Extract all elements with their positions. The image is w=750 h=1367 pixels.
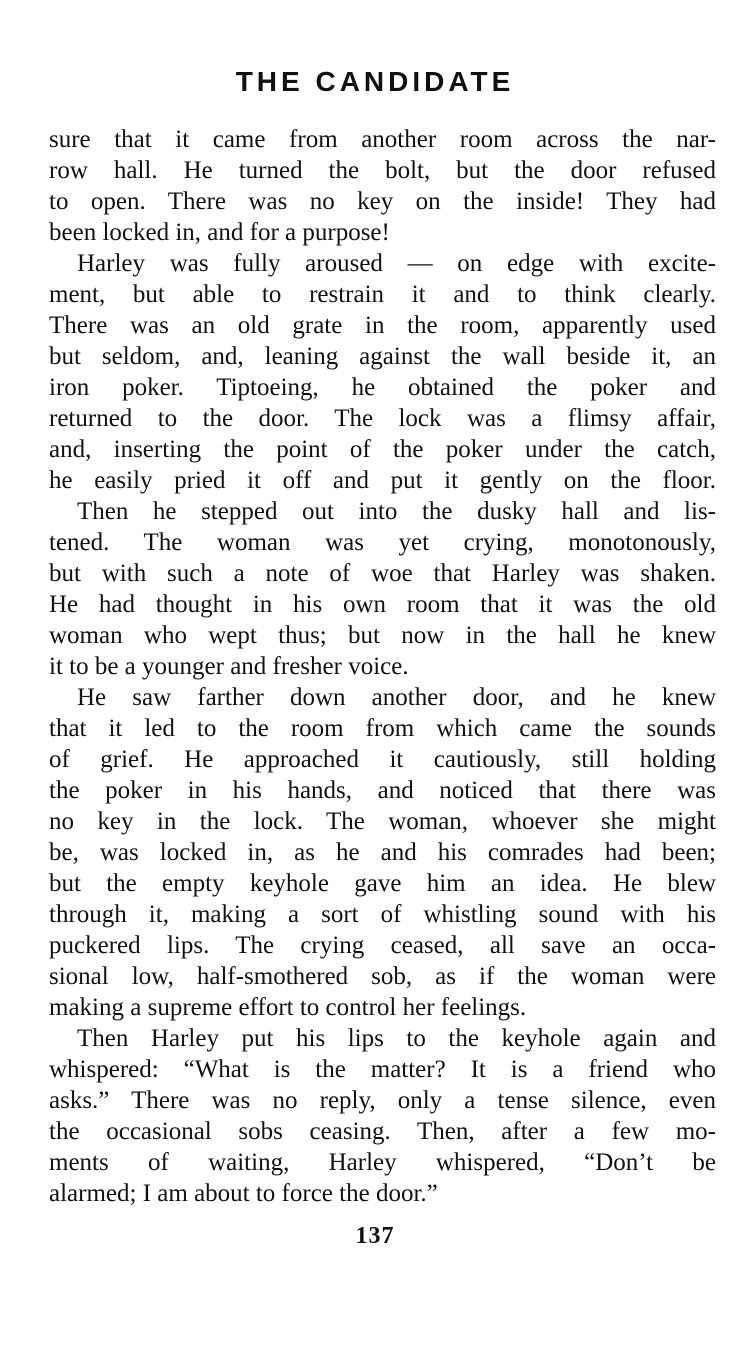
running-head: THE CANDIDATE <box>235 66 515 97</box>
text-line: ment, but able to restrain it and to think clearly. <box>49 281 716 308</box>
text-line: through it, making a sort of whistling sound with his <box>49 901 716 928</box>
paragraph <box>49 496 716 682</box>
text-line: it to be a younger and fresher voice. <box>49 653 409 680</box>
text-line: tened. The woman was yet crying, monotonously, <box>49 529 716 556</box>
text-line: Then he stepped out into the dusky hall and lis- <box>77 498 716 525</box>
text-line: been locked in, and for a purpose! <box>49 219 390 246</box>
text-line: woman who wept thus; but now in the hall he knew <box>49 622 716 649</box>
text-line: the poker in his hands, and noticed that there was <box>49 777 716 804</box>
text-line: iron poker. Tiptoeing, he obtained the poker and <box>49 374 716 401</box>
text-line: but the empty keyhole gave him an idea. He blew <box>49 870 716 897</box>
text-line: he easily pried it off and put it gently on the floor. <box>49 467 716 494</box>
text-line: returned to the door. The lock was a flimsy affair, <box>49 405 716 432</box>
text-line: be, was locked in, as he and his comrades had been; <box>49 839 716 866</box>
text-line: sional low, half-smothered sob, as if the woman were <box>49 963 716 990</box>
text-line: the occasional sobs ceasing. Then, after a few mo- <box>49 1118 716 1145</box>
text-line: of grief. He approached it cautiously, still holding <box>49 746 716 773</box>
body-text <box>49 124 716 1209</box>
text-line: There was an old grate in the room, apparently used <box>49 312 716 339</box>
text-line: ments of waiting, Harley whispered, “Don’t be <box>49 1149 716 1176</box>
text-line: Then Harley put his lips to the keyhole again and <box>77 1025 716 1052</box>
text-line: asks.” There was no reply, only a tense silence, even <box>49 1087 716 1114</box>
text-line: making a supreme effort to control her feelings. <box>49 994 527 1021</box>
text-line: but with such a note of woe that Harley was shaken. <box>49 560 716 587</box>
text-line: row hall. He turned the bolt, but the door refused <box>49 157 716 184</box>
page-number: 137 <box>355 1223 395 1249</box>
text-line: He saw farther down another door, and he knew <box>77 684 716 711</box>
text-line: no key in the lock. The woman, whoever she might <box>49 808 716 835</box>
paragraph <box>49 682 716 1023</box>
text-line: whispered: “What is the matter? It is a friend who <box>49 1056 716 1083</box>
text-line: He had thought in his own room that it was the old <box>49 591 716 618</box>
text-line: that it led to the room from which came the sounds <box>49 715 716 742</box>
text-line: puckered lips. The crying ceased, all save an occa- <box>49 932 716 959</box>
paragraph <box>49 248 716 496</box>
paragraph <box>49 1023 716 1209</box>
text-line: to open. There was no key on the inside! They had <box>49 188 716 215</box>
text-line: alarmed; I am about to force the door.” <box>49 1180 438 1207</box>
text-line: and, inserting the point of the poker under the catch, <box>49 436 716 463</box>
paragraph <box>49 124 716 248</box>
text-line: Harley was fully aroused — on edge with excite- <box>77 250 716 277</box>
text-line: but seldom, and, leaning against the wall beside it, an <box>49 343 716 370</box>
text-line: sure that it came from another room across the nar- <box>49 126 716 153</box>
